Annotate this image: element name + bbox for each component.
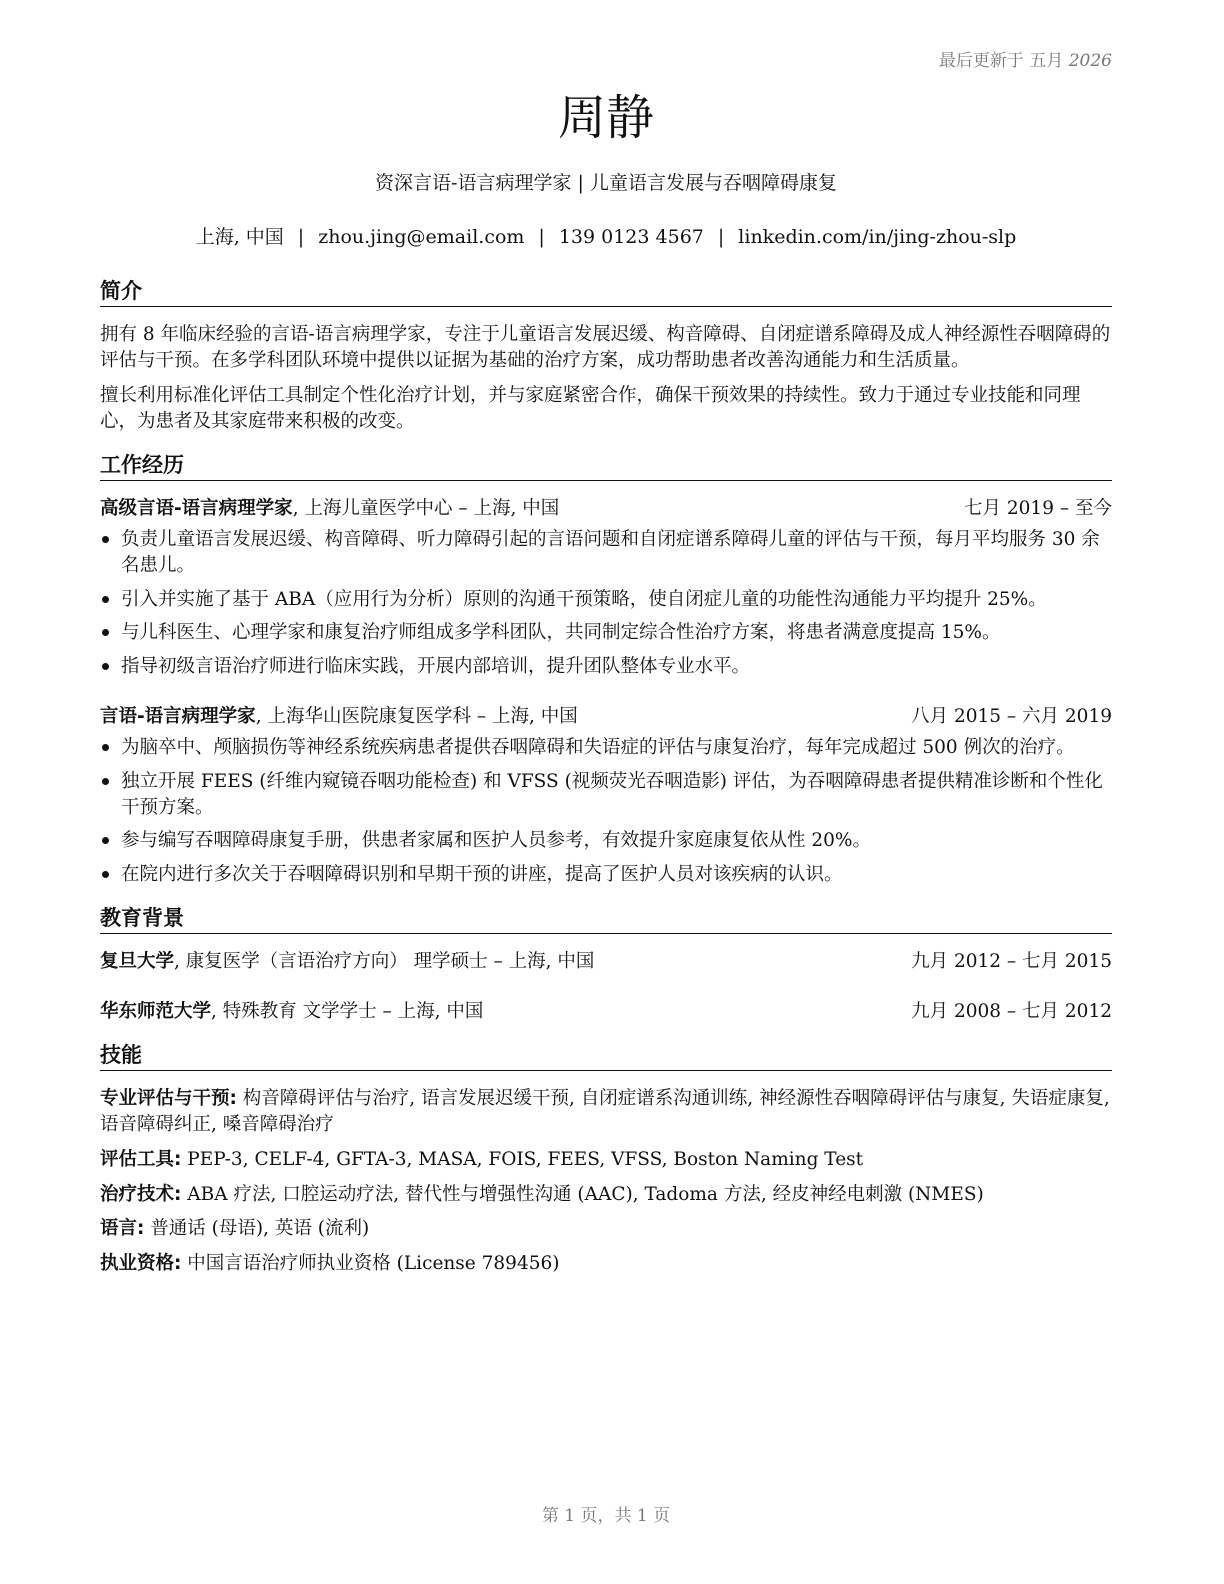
candidate-name: 周静 [557,90,654,146]
contact-email-link[interactable]: zhou.jing@email.com [318,226,525,248]
job-bullet [100,769,1112,821]
job-bullet-text: 引入并实施了基于 ABA（应用行为分析）原则的沟通干预策略，使自闭症儿童的功能性沟通能力平均提升 25%。 [121,588,1047,610]
bullet-dot-icon [102,744,109,751]
education-dates: 九月 2012 – 七月 2015 [911,951,1112,972]
skill-value: 构音障碍评估与治疗, 语言发展迟缓干预, 自闭症谱系沟通训练, 神经源性吞咽障碍评估与康复, 失语症康复, 语音障碍纠正, 嗓音障碍治疗 [100,1088,1110,1135]
last-updated-prefix: 最后更新于 五月 [938,51,1064,71]
job-bullet-text: 参与编写吞咽障碍康复手册，供患者家属和医护人员参考，有效提升家庭康复依从性 20%。 [121,830,872,851]
contact-separator: | [717,226,725,248]
education-degree: , 特殊教育 文学学士 – 上海, 中国 [211,1001,484,1022]
job-employer: , 上海儿童医学中心 – 上海, 中国 [292,498,560,519]
last-updated-year: 2026 [1068,51,1112,71]
skill-value: PEP-3, CELF-4, GFTA-3, MASA, FOIS, FEES, VFSS, Boston Naming Test [181,1149,864,1170]
job-bullet [100,620,1112,646]
contact-separator: | [538,226,545,248]
bullet-dot-icon [102,871,109,878]
education-entry [100,999,1112,1025]
summary-paragraph: 拥有 8 年临床经验的言语-语言病理学家，专注于儿童语言发展迟缓、构音障碍、自闭症谱系障碍及成人神经源性吞咽障碍的评估与干预。在多学科团队环境中提供以证据为基础的治疗方案，成功帮助患者改善沟通能力和生活质量。 [100,324,1111,371]
education-school: 复旦大学 [100,951,175,972]
education-degree: , 康复医学（言语治疗方向） 理学硕士 – 上海, 中国 [174,951,595,972]
job-bullet-list [100,527,1112,687]
skill-value: 中国言语治疗师执业资格 (License 789456) [181,1253,560,1274]
section-title-experience: 工作经历 [100,451,1112,481]
job-bullet [100,735,1112,761]
job-bullet [100,654,1112,680]
page-number-footer: 第 1 页，共 1 页 [541,1506,671,1526]
skill-label: 专业评估与干预: [100,1088,237,1109]
skill-row [100,1251,1112,1277]
contact-linkedin-link[interactable]: linkedin.com/in/jing-zhou-slp [738,226,1017,248]
skill-row [100,1147,1112,1173]
skill-value: ABA 疗法, 口腔运动疗法, 替代性与增强性沟通 (AAC), Tadoma 方法, 经皮神经电刺激 (NMES) [181,1184,984,1205]
job-bullet [100,587,1112,613]
skill-label: 治疗技术: [100,1184,182,1205]
bullet-dot-icon [102,663,109,670]
job-bullet-text: 为脑卒中、颅脑损伤等神经系统疾病患者提供吞咽障碍和失语症的评估与康复治疗，每年完成超过 500 例次的治疗。 [121,737,1075,758]
job-header [100,496,1112,522]
summary-paragraph: 擅长利用标准化评估工具制定个性化治疗计划，并与家庭紧密合作，确保干预效果的持续性。致力于通过专业技能和同理心，为患者及其家庭带来积极的改变。 [100,385,1081,432]
job-bullet-text: 与儿科医生、心理学家和康复治疗师组成多学科团队，共同制定综合性治疗方案，将患者满意度提高 15%。 [121,622,1001,643]
contact-line [100,224,1112,250]
job-bullet-text: 独立开展 FEES (纤维内窥镜吞咽功能检查) 和 VFSS (视频荧光吞咽造影) 评估，为吞咽障碍患者提供精准诊断和个性化干预方案。 [121,770,1103,818]
job-role: 言语-语言病理学家 [100,706,256,727]
job-bullet [100,527,1112,579]
job-bullet-text: 指导初级言语治疗师进行临床实践，开展内部培训，提升团队整体专业水平。 [121,655,751,677]
job-employer: , 上海华山医院康复医学科 – 上海, 中国 [255,706,578,727]
job-dates: 七月 2019 – 至今 [964,498,1112,519]
skill-value: 普通话 (母语), 英语 (流利) [144,1218,370,1239]
job-bullet-list [100,735,1112,895]
job-role: 高级言语-语言病理学家 [100,498,293,519]
contact-location: 上海, 中国 [195,226,284,248]
education-school: 华东师范大学 [100,1001,212,1022]
skill-label: 语言: [100,1218,145,1239]
contact-phone: 139 0123 4567 [558,226,704,248]
section-title-summary: 简介 [100,277,1112,307]
bullet-dot-icon [102,596,109,603]
last-updated [939,46,1112,71]
job-dates: 八月 2015 – 六月 2019 [911,706,1112,727]
contact-separator: | [297,226,305,248]
section-title-skills: 技能 [100,1041,1112,1071]
bullet-dot-icon [102,536,109,543]
job-bullet-text: 负责儿童语言发展迟缓、构音障碍、听力障碍引起的言语问题和自闭症谱系障碍儿童的评估与干预，每月平均服务 30 余名患儿。 [121,529,1100,576]
skill-label: 评估工具: [100,1149,182,1170]
resume-page [100,0,1112,1584]
skill-label: 执业资格: [100,1253,182,1274]
bullet-dot-icon [102,629,109,636]
candidate-tagline: 资深言语-语言病理学家 | 儿童语言发展与吞咽障碍康复 [375,172,837,194]
education-entry [100,949,1112,975]
skill-row [100,1086,1112,1138]
job-bullet [100,862,1112,888]
bullet-dot-icon [102,837,109,844]
bullet-dot-icon [102,778,109,785]
section-title-education: 教育背景 [100,904,1112,934]
education-dates: 九月 2008 – 七月 2012 [911,1001,1112,1022]
skill-row [100,1182,1112,1208]
job-bullet-text: 在院内进行多次关于吞咽障碍识别和早期干预的讲座，提高了医护人员对该疾病的认识。 [121,863,843,885]
job-header [100,704,1112,730]
job-bullet [100,828,1112,854]
skill-row [100,1216,1112,1242]
